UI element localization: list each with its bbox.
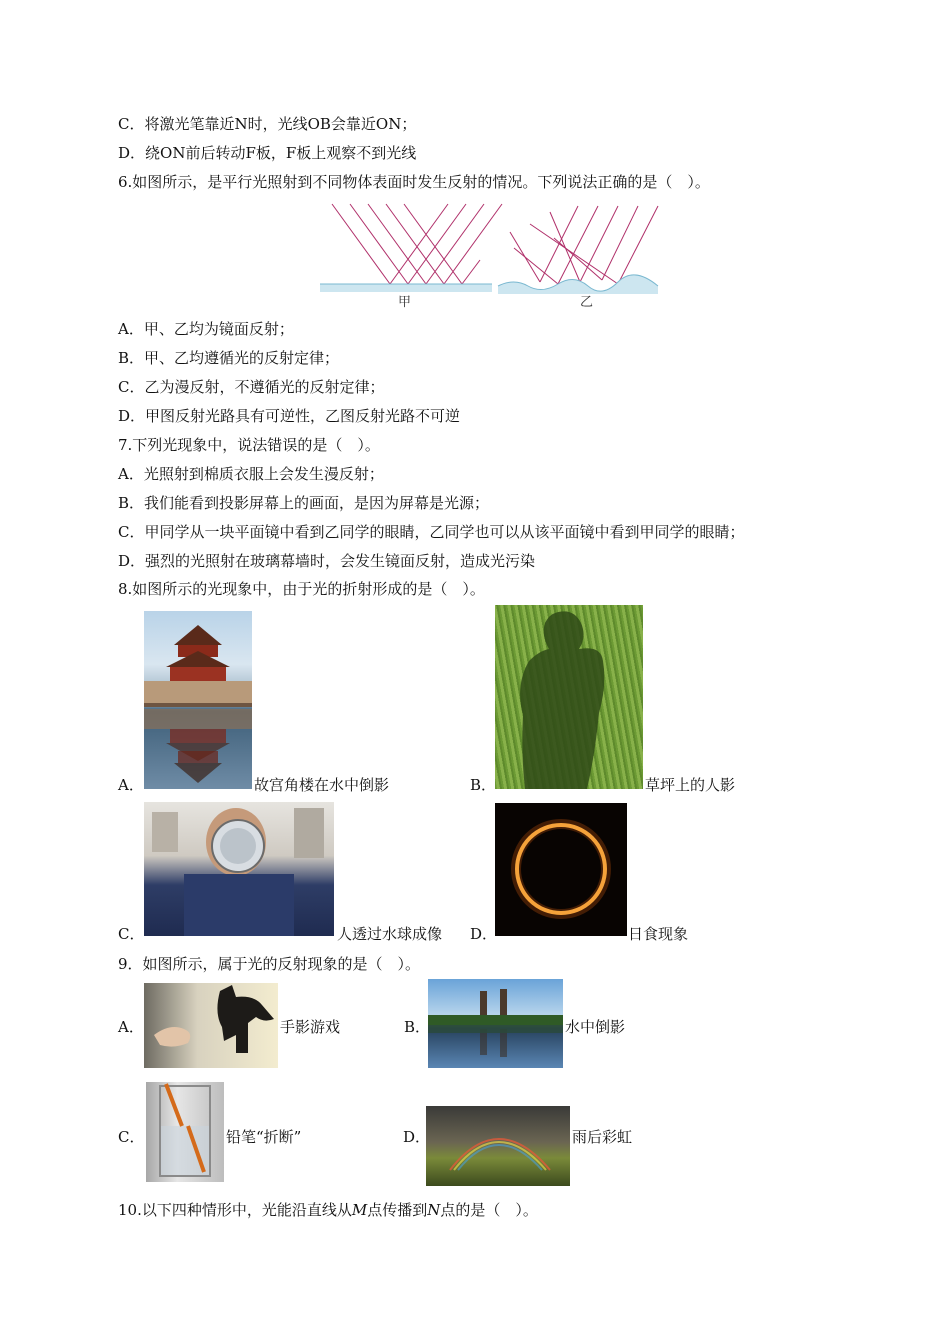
figure-label-jia: 甲 [398,295,412,310]
q10-stem-post: 点的是（ ）。 [440,1201,538,1219]
q7-option-c: C．甲同学从一块平面镜中看到乙同学的眼睛，乙同学也可以从该平面镜中看到甲同学的眼睛； [118,523,745,541]
pagoda-reflection-photo [428,979,563,1068]
q9-option-a-caption: 手影游戏 [280,1018,341,1036]
q9-option-d-caption: 雨后彩虹 [572,1128,633,1146]
point-n: N [427,1201,441,1219]
q10-stem [118,1199,538,1221]
q6-option-c: C．乙为漫反射，不遵循光的反射定律； [118,378,385,396]
diffuse-reflection-diagram [498,206,658,294]
rainbow-photo [426,1106,570,1186]
solar-eclipse-photo [495,803,627,936]
q8-option-d-letter: D． [470,925,498,943]
q9-option-a-letter: A． [118,1018,144,1036]
grass-shadow-photo [495,605,643,789]
q6-option-d: D．甲图反射光路具有可逆性，乙图反射光路不可逆 [118,407,461,425]
figure-label-yi: 乙 [580,295,594,310]
q8-option-b-letter: B． [470,776,497,794]
q9-option-c-letter: C． [118,1128,145,1146]
q8-option-a-caption: 故宫角楼在水中倒影 [254,776,390,794]
q9-stem: 9．如图所示，属于光的反射现象的是（ ）。 [118,955,421,973]
pencil-in-water-photo [146,1082,224,1182]
water-ball-photo [144,802,334,936]
q7-option-a: A．光照射到棉质衣服上会发生漫反射； [118,465,384,483]
q6-stem: 6.如图所示，是平行光照射到不同物体表面时发生反射的情况。下列说法正确的是（ ）。 [118,173,710,191]
q5-option-c: C．将激光笔靠近N时，光线OB会靠近ON； [118,115,417,133]
q8-option-a-letter: A． [118,776,144,794]
q10-stem-mid: 点传播到 [367,1201,428,1219]
specular-reflection-diagram [320,204,502,292]
palace-reflection-photo [144,611,252,789]
q8-option-b-caption: 草坪上的人影 [645,776,736,794]
q7-option-b: B．我们能看到投影屏幕上的画面，是因为屏幕是光源； [118,494,490,512]
q9-option-b-caption: 水中倒影 [565,1018,626,1036]
q9-option-d-letter: D． [403,1128,431,1146]
point-m: M [351,1201,368,1219]
q6-option-a: A．甲、乙均为镜面反射； [118,320,294,338]
q8-option-c-letter: C． [118,925,145,943]
q8-option-c-caption: 人透过水球成像 [337,925,443,943]
q9-option-c-caption: 铅笔“折断” [226,1128,302,1146]
reflection-figure [318,200,664,310]
q9-option-b-letter: B． [404,1018,431,1036]
q7-stem: 7.下列光现象中，说法错误的是（ ）。 [118,436,380,454]
q6-option-b: B．甲、乙均遵循光的反射定律； [118,349,340,367]
q10-stem-pre: 10.以下四种情形中，光能沿直线从 [118,1201,352,1219]
q7-option-d: D．强烈的光照射在玻璃幕墙时，会发生镜面反射，造成光污染 [118,552,536,570]
q5-option-d: D．绕ON前后转动F板，F板上观察不到光线 [118,144,417,162]
hand-shadow-photo [144,983,278,1068]
q8-option-d-caption: 日食现象 [628,925,689,943]
q8-stem: 8.如图所示的光现象中，由于光的折射形成的是（ ）。 [118,580,485,598]
